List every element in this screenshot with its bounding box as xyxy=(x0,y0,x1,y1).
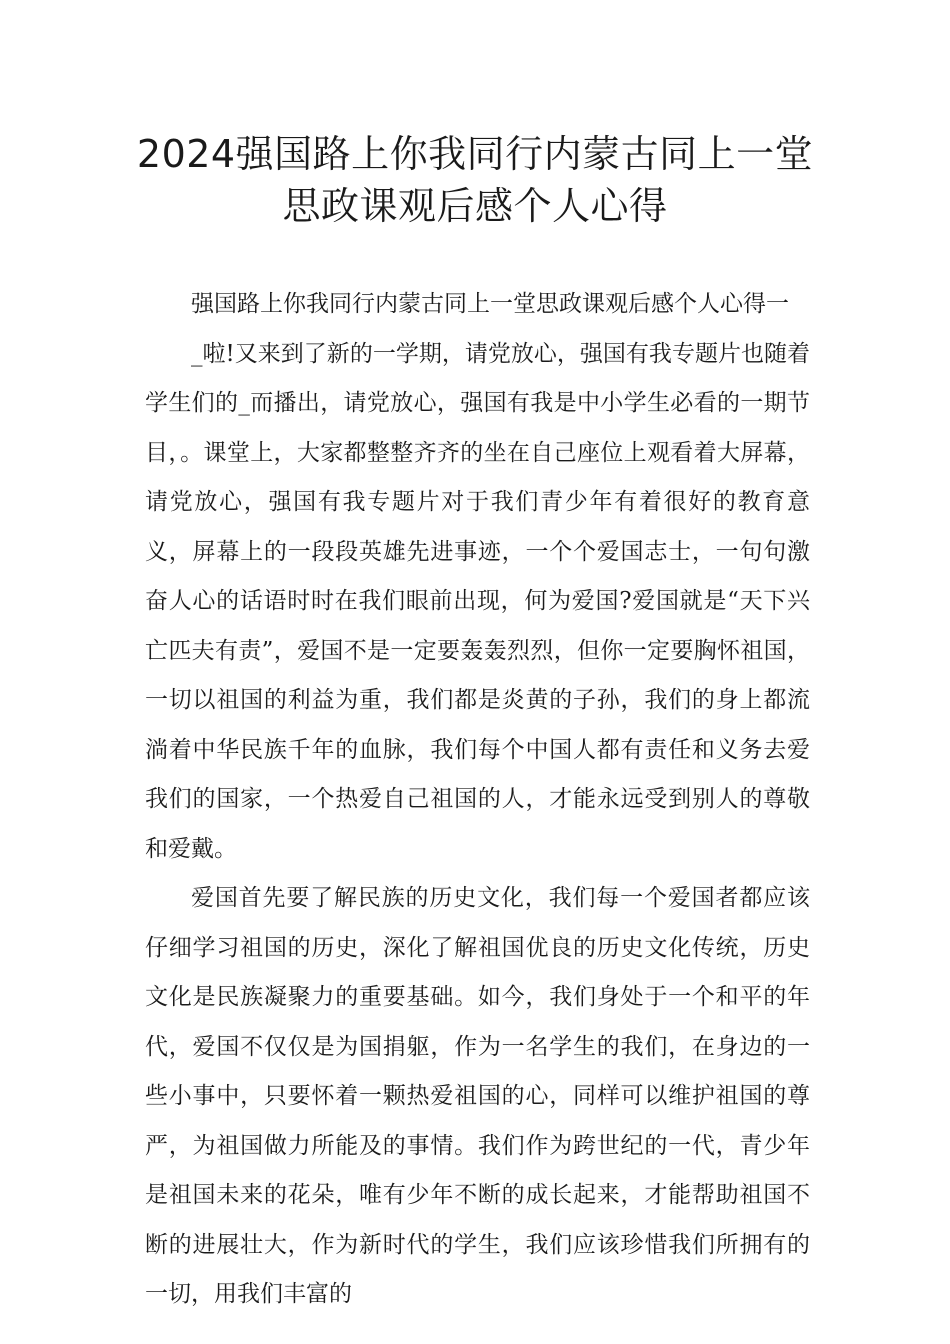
paragraph-1: 强国路上你我同行内蒙古同上一堂思政课观后感个人心得一 xyxy=(191,291,789,317)
title-line-1: 2024强国路上你我同行内蒙古同上一堂 xyxy=(136,132,814,176)
paragraph-3: 爱国首先要了解民族的历史文化，我们每一个爱国者都应该仔细学习祖国的历史，深化了解祖国优良的历史文化传统，历史文化是民族凝聚力的重要基础。如今，我们身处于一个和平的年代，爱国不仅仅是为国捐躯，作为一名学生的我们，在身边的一些小事中，只要怀着一颗热爱祖国的心，同样可以维护祖国的尊严，为祖国做力所能及的事情。我们作为跨世纪的一代，青少年是祖国未来的花朵，唯有少年不断的成长起来，才能帮助祖国不断的进展壮大，作为新时代的学生，我们应该珍惜我们所拥有的一切，用我们丰富的 xyxy=(145,885,810,1307)
document-body xyxy=(145,280,810,1320)
paragraph-2: _啦!又来到了新的一学期，请党放心，强国有我专题片也随着学生们的_而播出，请党放心，强国有我是中小学生必看的一期节目，。课堂上，大家都整整齐齐的坐在自己座位上观看着大屏幕，请党放心，强国有我专题片对于我们青少年有着很好的教育意义，屏幕上的一段段英雄先进事迹，一个个爱国志士，一句句激奋人心的话语时时在我们眼前出现，何为爱国?爱国就是“天下兴亡匹夫有责”，爱国不是一定要轰轰烈烈，但你一定要胸怀祖国，一切以祖国的利益为重，我们都是炎黄的子孙，我们的身上都流淌着中华民族千年的血脉，我们每个中国人都有责任和义务去爱我们的国家，一个热爱自己祖国的人，才能永远受到别人的尊敬和爱戴。 xyxy=(145,340,810,862)
document-title xyxy=(100,128,850,232)
title-line-2: 思政课观后感个人心得 xyxy=(282,184,668,228)
